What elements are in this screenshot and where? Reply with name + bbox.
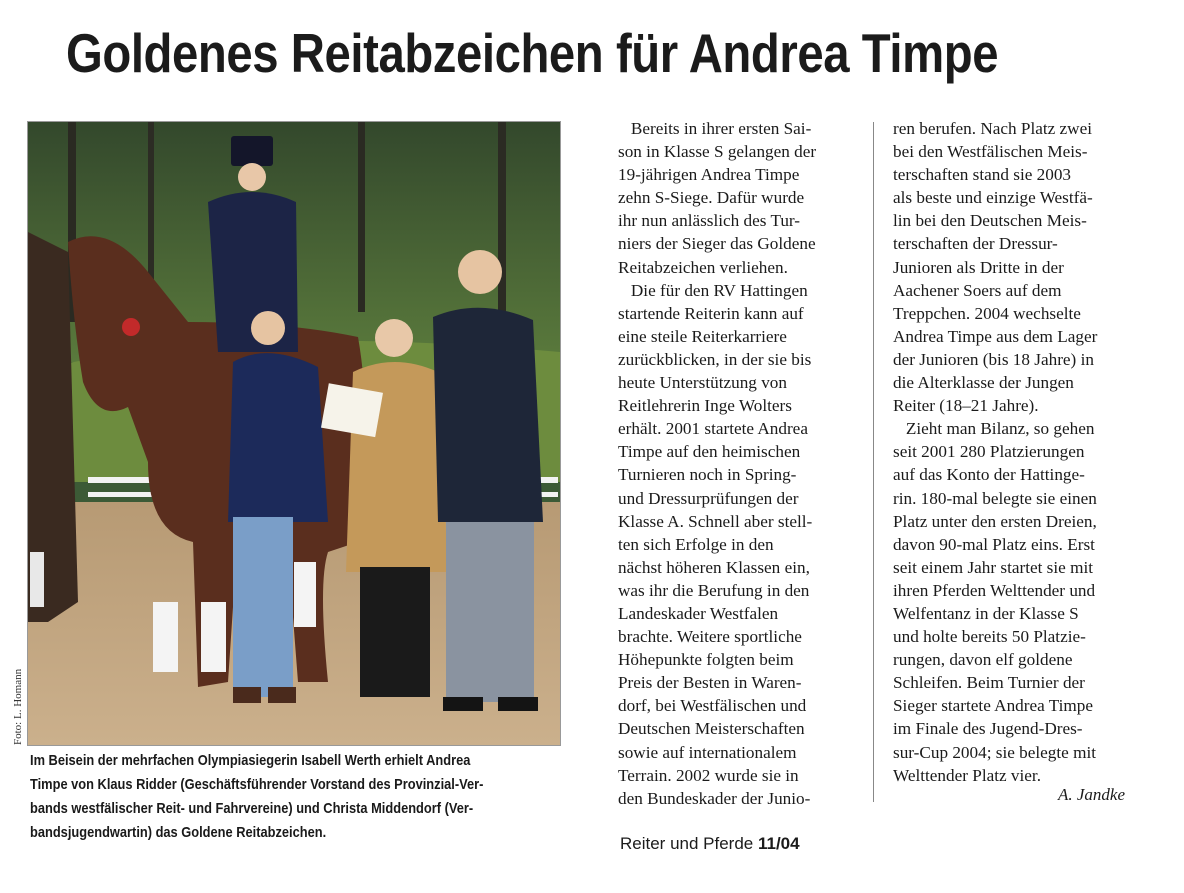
text-line: Die für den RV Hattingen — [618, 280, 808, 300]
text-line: ren berufen. Nach Platz zwei — [893, 119, 1092, 138]
text-line: Bereits in ihrer ersten Sai- — [618, 119, 812, 138]
text-line: Reitabzeichen verliehen. — [618, 257, 788, 277]
text-line: Andrea Timpe aus dem Lager — [893, 326, 1098, 346]
text-line: Junioren als Dritte in der — [893, 257, 1064, 277]
text-line: Preis der Besten in Waren- — [618, 673, 802, 693]
text-line: nächst höheren Klassen ein, — [618, 557, 810, 577]
text-line: die Alterklasse der Jungen — [893, 373, 1074, 393]
text-line: und holte bereits 50 Platzie- — [893, 627, 1086, 647]
text-line: bei den Westfälischen Meis- — [893, 142, 1088, 162]
photo-caption — [30, 749, 560, 845]
text-line: zehn S-Siege. Dafür wurde — [618, 188, 805, 208]
text-line: Höhepunkte folgten beim — [618, 650, 794, 670]
text-line: 19-jährigen Andrea Timpe — [618, 165, 800, 185]
text-line: der Junioren (bis 18 Jahre) in — [893, 349, 1094, 369]
text-line: rungen, davon elf goldene — [893, 650, 1073, 670]
text-line: auf das Konto der Hattinge- — [893, 465, 1085, 485]
text-line: seit einem Jahr startet sie mit — [893, 557, 1093, 577]
text-line: brachte. Weitere sportliche — [618, 627, 802, 647]
text-line: ihren Pferden Welttender und — [893, 580, 1096, 600]
caption-line: Im Beisein der mehrfachen Olympiasiegerin Isabell Werth erhielt Andrea — [30, 753, 471, 769]
text-line: zurückblicken, in der sie bis — [618, 349, 812, 369]
caption-line: bandsjugendwartin) das Goldene Reitabzeichen. — [30, 825, 327, 841]
text-line: niers der Sieger das Goldene — [618, 234, 816, 254]
caption-line: Timpe von Klaus Ridder (Geschäftsführender Vorstand des Provinzial-Ver- — [30, 777, 484, 793]
article-column-2 — [893, 117, 1148, 787]
text-line: Welfentanz in der Klasse S — [893, 603, 1079, 623]
text-line: Aachener Soers auf dem — [893, 280, 1062, 300]
text-line: Landeskader Westfalen — [618, 603, 779, 623]
text-line: lin bei den Deutschen Meis- — [893, 211, 1087, 231]
text-line: sowie auf internationalem — [618, 742, 797, 762]
text-line: Welttender Platz vier. — [893, 765, 1041, 785]
article-column-1 — [618, 117, 873, 810]
text-line: was ihr die Berufung in den — [618, 580, 810, 600]
text-line: den Bundeskader der Junio- — [618, 788, 811, 808]
text-line: Schleifen. Beim Turnier der — [893, 673, 1085, 693]
text-line: Terrain. 2002 wurde sie in — [618, 765, 799, 785]
page-footer — [620, 834, 800, 854]
column-divider — [873, 122, 874, 802]
text-line: Platz unter den ersten Dreien, — [893, 511, 1097, 531]
award-photo-illustration — [28, 122, 560, 745]
text-line: terschaften der Dressur- — [893, 234, 1058, 254]
issue-number: 11/04 — [757, 834, 800, 853]
text-line: ihr nun anlässlich des Tur- — [618, 211, 801, 231]
text-line: ten sich Erfolge in den — [618, 534, 774, 554]
text-line: Zieht man Bilanz, so gehen — [893, 419, 1095, 439]
text-line: sur-Cup 2004; sie belegte mit — [893, 742, 1097, 762]
text-line: Sieger startete Andrea Timpe — [893, 696, 1094, 716]
author-signature: A. Jandke — [1058, 785, 1126, 804]
text-line: Reitlehrerin Inge Wolters — [618, 396, 792, 416]
text-line: als beste und einzige Westfä- — [893, 188, 1093, 208]
text-line: davon 90-mal Platz eins. Erst — [893, 534, 1095, 554]
text-line: rin. 180-mal belegte sie einen — [893, 488, 1097, 508]
text-line: im Finale des Jugend-Dres- — [893, 719, 1083, 739]
text-line: eine steile Reiterkarriere — [618, 326, 787, 346]
text-line: seit 2001 280 Platzierungen — [893, 442, 1085, 462]
text-line: terschaften stand sie 2003 — [893, 165, 1072, 185]
text-line: und Dressurprüfungen der — [618, 488, 799, 508]
text-line: heute Unterstützung von — [618, 373, 787, 393]
photo-credit: Foto: L. Homann — [12, 668, 24, 745]
article-headline: Goldenes Reitabzeichen für Andrea Timpe — [66, 22, 999, 84]
text-line: Timpe auf den heimischen — [618, 442, 801, 462]
award-photo — [27, 121, 561, 746]
text-line: Turnieren noch in Spring- — [618, 465, 797, 485]
text-line: Klasse A. Schnell aber stell- — [618, 511, 813, 531]
text-line: dorf, bei Westfälischen und — [618, 696, 807, 716]
text-line: Treppchen. 2004 wechselte — [893, 303, 1081, 323]
text-line: Deutschen Meisterschaften — [618, 719, 805, 739]
caption-line: bands westfälischer Reit- und Fahrvereine) und Christa Middendorf (Ver- — [30, 801, 474, 817]
text-line: son in Klasse S gelangen der — [618, 142, 817, 162]
text-line: Reiter (18–21 Jahre). — [893, 396, 1039, 416]
magazine-name: Reiter und Pferde — [620, 834, 758, 853]
text-line: startende Reiterin kann auf — [618, 303, 804, 323]
text-line: erhält. 2001 startete Andrea — [618, 419, 808, 439]
